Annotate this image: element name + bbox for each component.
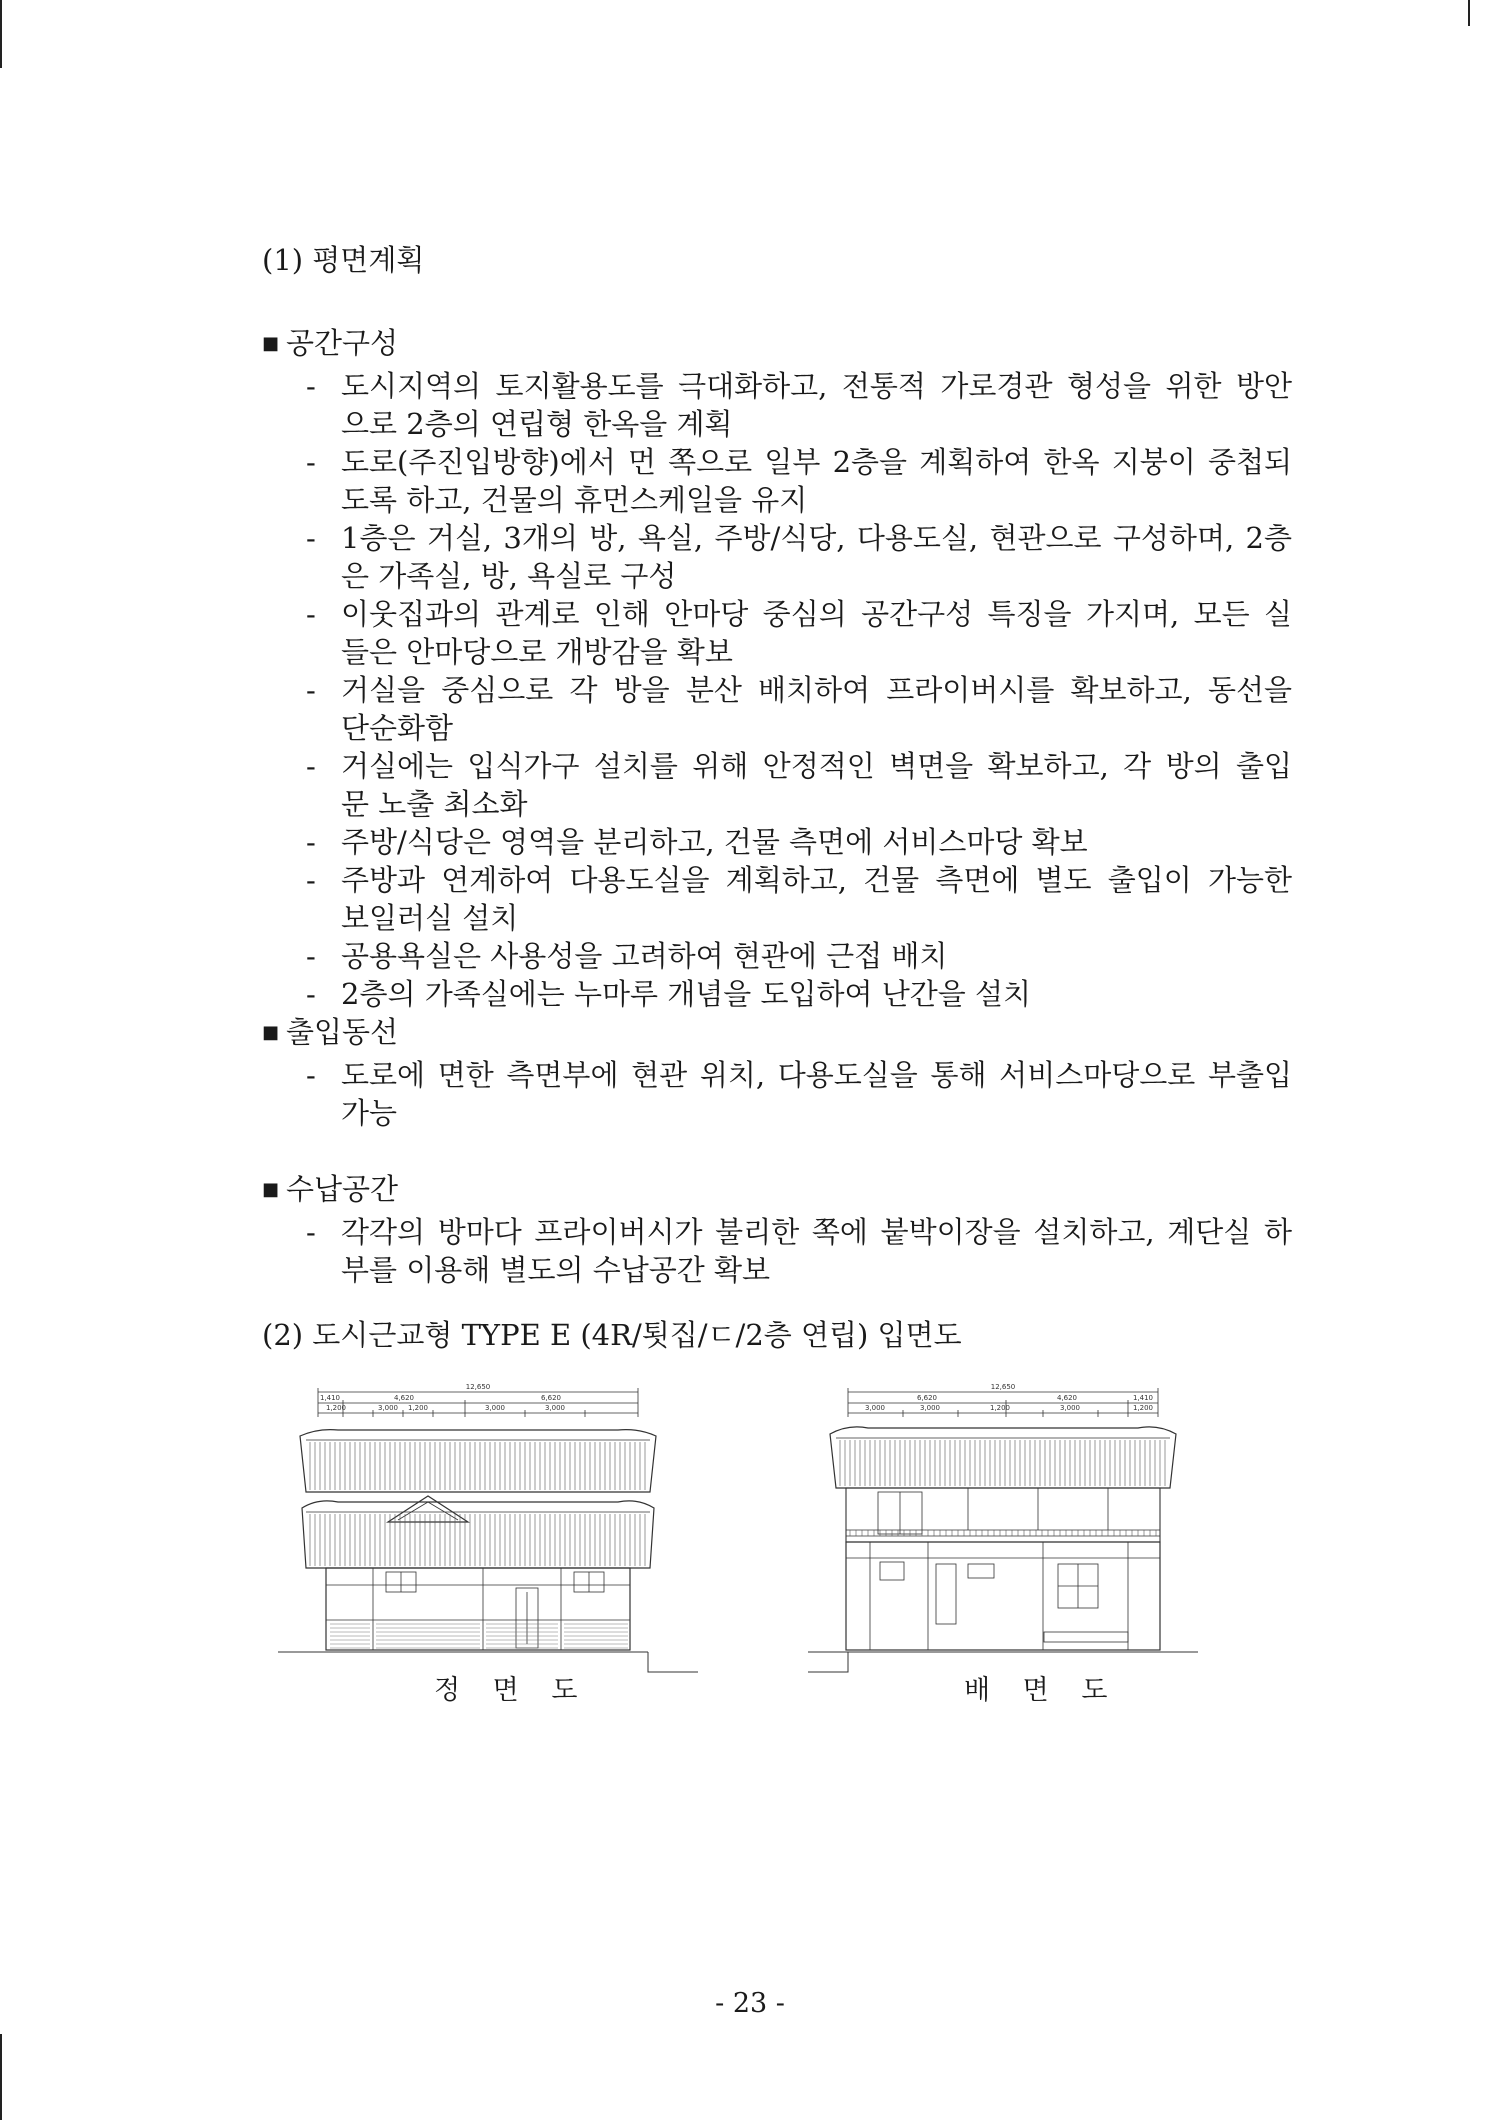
list-item-continuation [262,785,1292,823]
list-item [262,367,1292,405]
list-item-text: 도시지역의 토지활용도를 극대화하고, 전통적 가로경관 형성을 위한 방안 [341,369,1292,403]
list-item [262,519,1292,557]
dim-label: 3,000 [544,1404,566,1412]
group-storage [262,1170,1292,1289]
dim-label: 12,650 [990,1383,1016,1391]
list-item [262,443,1292,481]
rear-elevation-caption: 배 면 도 [964,1675,1120,1706]
dash-marker: - [306,1215,316,1249]
dim-label: 3,000 [484,1404,506,1412]
indent-spacer [262,1251,341,1289]
list-item-text: 들은 안마당으로 개방감을 확보 [341,635,733,669]
list-item-continuation [262,899,1292,937]
list-item-text: 공용욕실은 사용성을 고려하여 현관에 근접 배치 [341,939,948,973]
indent-spacer [262,785,341,823]
dim-label: 1,200 [1132,1404,1154,1412]
dash-marker: - [306,749,316,783]
dim-label: 12,650 [465,1383,491,1391]
list-item-text: 도록 하고, 건물의 휴먼스케일을 유지 [341,483,808,517]
indent-spacer [262,899,341,937]
dim-label: 6,620 [916,1394,938,1402]
list-item-text: 주방과 연계하여 다용도실을 계획하고, 건물 측면에 별도 출입이 가능한 [341,863,1292,897]
list-item [262,861,1292,899]
list-item-text: 거실에는 입식가구 설치를 위해 안정적인 벽면을 확보하고, 각 방의 출입 [341,749,1292,783]
dash-marker: - [306,1058,316,1092]
list-item-text: 부를 이용해 별도의 수납공간 확보 [341,1253,771,1287]
list-item [262,1056,1292,1132]
list-item-text: 문 노출 최소화 [341,787,528,821]
list-item-continuation [262,709,1292,747]
group-title-text: 출입동선 [286,1015,399,1049]
list-item-text: 으로 2층의 연립형 한옥을 계획 [341,407,733,441]
list-item [262,1213,1292,1251]
indent-spacer [262,557,341,595]
front-elevation-drawing [278,1380,698,1680]
group-spatial-composition [262,324,1292,1013]
dash-marker: - [306,445,316,479]
dash-marker: - [306,977,316,1011]
group-title-text: 공간구성 [286,326,399,360]
dim-label: 1,200 [407,1404,429,1412]
list-item-text: 도로(주진입방향)에서 먼 쪽으로 일부 2층을 계획하여 한옥 지붕이 중첩되 [341,445,1292,479]
dash-marker: - [306,825,316,859]
dash-marker: - [306,597,316,631]
square-bullet-icon: ■ [262,1022,280,1043]
list-item-text: 2층의 가족실에는 누마루 개념을 도입하여 난간을 설치 [341,977,1032,1011]
page-content [262,240,1292,1355]
list-item-text: 이웃집과의 관계로 인해 안마당 중심의 공간구성 특징을 가지며, 모든 실 [341,597,1292,631]
dash-marker: - [306,521,316,555]
list-item-text: 보일러실 설치 [341,901,519,935]
list-item [262,823,1292,861]
dim-label: 4,620 [1056,1394,1078,1402]
dim-label: 1,200 [325,1404,347,1412]
group-title [262,324,1292,367]
dim-label: 1,410 [1132,1394,1154,1402]
dim-label: 6,620 [540,1394,562,1402]
section-2-heading: (2) 도시근교형 TYPE E (4R/툇집/ㄷ/2층 연립) 입면도 [262,1318,962,1352]
list-item-continuation [262,633,1292,671]
square-bullet-icon: ■ [262,333,280,354]
group-title [262,1013,1292,1056]
list-item-continuation [262,1251,1292,1289]
dim-label: 1,200 [989,1404,1011,1412]
indent-spacer [262,405,341,443]
list-item-continuation [262,405,1292,443]
dash-marker: - [306,939,316,973]
dash-marker: - [306,673,316,707]
dim-label: 3,000 [377,1404,399,1412]
list-item-text: 각각의 방마다 프라이버시가 불리한 쪽에 붙박이장을 설치하고, 계단실 하 [341,1215,1292,1249]
rear-elevation-drawing [808,1380,1218,1680]
list-item-text: 도로에 면한 측면부에 현관 위치, 다용도실을 통해 서비스마당으로 부출입 가능 [341,1058,1292,1130]
elevation-figures [278,1380,1278,1680]
list-item-text: 단순화함 [341,711,454,745]
group-title [262,1170,1292,1213]
list-item [262,747,1292,785]
dash-marker: - [306,369,316,403]
list-item-continuation [262,481,1292,519]
indent-spacer [262,633,341,671]
group-title-text: 수납공간 [286,1172,399,1206]
list-item [262,975,1292,1013]
dim-label: 3,000 [864,1404,886,1412]
group-circulation [262,1013,1292,1132]
corner-crop-mark [0,2034,2,2120]
section-1-heading: (1) 평면계획 [262,243,425,277]
list-item [262,937,1292,975]
corner-crop-mark [0,0,2,68]
square-bullet-icon: ■ [262,1179,280,1200]
corner-crop-mark [1468,0,1470,26]
dim-label: 4,620 [393,1394,415,1402]
list-item-text: 1층은 거실, 3개의 방, 욕실, 주방/식당, 다용도실, 현관으로 구성하며, 2층 [341,521,1292,555]
list-item-continuation [262,557,1292,595]
list-item-text: 주방/식당은 영역을 분리하고, 건물 측면에 서비스마당 확보 [341,825,1088,859]
dim-label: 3,000 [919,1404,941,1412]
dash-marker: - [306,863,316,897]
list-item-text: 거실을 중심으로 각 방을 분산 배치하여 프라이버시를 확보하고, 동선을 [341,673,1292,707]
front-elevation-caption: 정 면 도 [434,1675,590,1706]
indent-spacer [262,481,341,519]
indent-spacer [262,709,341,747]
dim-label: 1,410 [319,1394,341,1402]
list-item [262,671,1292,709]
dim-label: 3,000 [1059,1404,1081,1412]
page-number: - 23 - [715,1988,785,2019]
list-item-text: 은 가족실, 방, 욕실로 구성 [341,559,677,593]
list-item [262,595,1292,633]
